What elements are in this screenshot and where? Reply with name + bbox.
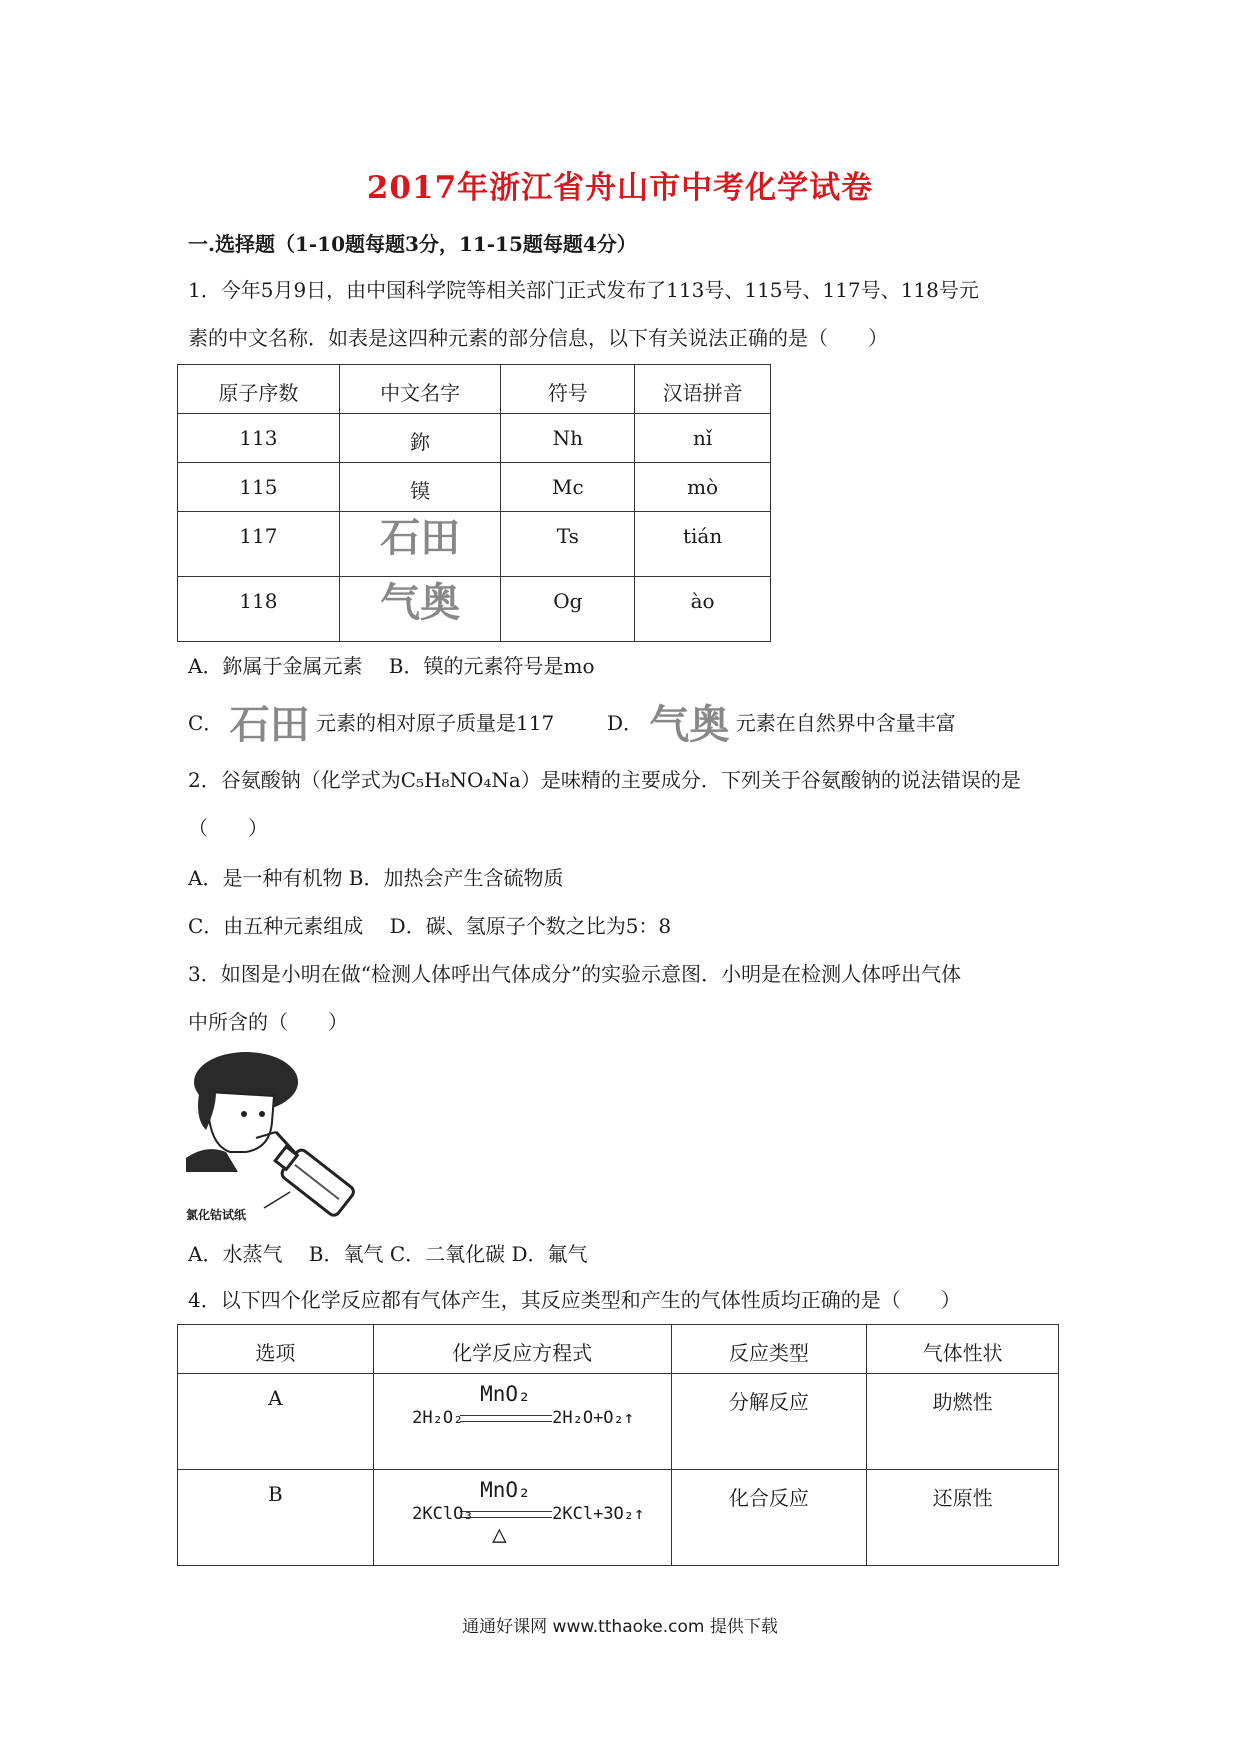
q4-text-line1: 4．以下四个化学反应都有气体产生，其反应类型和产生的气体性质均正确的是（ ） <box>188 1288 961 1312</box>
page-footer: 通通好课网 www.tthaoke.com 提供下载 <box>462 1617 778 1637</box>
table-cell: ào <box>635 577 771 642</box>
table-header: 汉语拼音 <box>635 365 771 414</box>
table-cell: A <box>178 1374 374 1470</box>
equals-bar <box>460 1415 552 1416</box>
table-cell: 118 <box>178 577 340 642</box>
person-with-bottle-illustration <box>186 1048 358 1226</box>
section-heading: 一.选择题（1-10题每题3分，11-15题每题4分） <box>188 232 637 256</box>
table-header: 化学反应方程式 <box>373 1325 671 1374</box>
table-cell: Ts <box>501 512 635 577</box>
table-cell: 助燃性 <box>867 1374 1059 1470</box>
chemical-equation <box>412 1382 635 1452</box>
table-cell: 镆 <box>339 463 501 512</box>
equals-bar <box>460 1511 552 1512</box>
element-table <box>177 364 771 642</box>
products: 2KCl+3O₂↑ <box>552 1504 645 1524</box>
reactants: 2KClO₃ <box>412 1504 474 1524</box>
equals-bar <box>460 1421 552 1422</box>
figure-label: 氯化钴试纸 <box>186 1208 247 1222</box>
q2-text-line2: （ ） <box>188 816 268 840</box>
option-d-text: 元素在自然界中含量丰富 <box>735 711 956 735</box>
ao-glyph-image: 气奥 <box>649 700 730 748</box>
table-cell: Nh <box>501 414 635 463</box>
table-cell: B <box>178 1470 374 1566</box>
equals-bar <box>460 1517 552 1518</box>
q3-text-line1: 3．如图是小明在做“检测人体呼出气体成分”的实验示意图．小明是在检测人体呼出气体 <box>188 962 962 986</box>
q2-text-line1: 2．谷氨酸钠（化学式为C₅H₈NO₄Na）是味精的主要成分．下列关于谷氨酸钠的说法错误的是 <box>188 768 1021 792</box>
table-cell: mò <box>635 463 771 512</box>
table-header: 原子序数 <box>178 365 340 414</box>
table-cell: tián <box>635 512 771 577</box>
reaction-table <box>177 1324 1059 1566</box>
q2-options-cd: C．由五种元素组成 D．碳、氢原子个数之比为5：8 <box>188 914 672 938</box>
q1-options-ab: A．鉨属于金属元素 B．镆的元素符号是mo <box>188 654 595 678</box>
table-cell: 115 <box>178 463 340 512</box>
table-cell: Og <box>501 577 635 642</box>
table-cell: Mc <box>501 463 635 512</box>
table-header: 选项 <box>178 1325 374 1374</box>
tian-glyph-image: 石田 <box>380 514 461 561</box>
table-cell: nǐ <box>635 414 771 463</box>
page-title: 2017年浙江省舟山市中考化学试卷 <box>366 170 874 206</box>
chemical-equation <box>412 1478 645 1548</box>
table-cell: 113 <box>178 414 340 463</box>
option-c-text: 元素的相对原子质量是117 <box>316 711 555 735</box>
breath-test-figure <box>186 1048 358 1226</box>
q3-options: A．水蒸气 B．氧气 C．二氧化碳 D．氟气 <box>188 1242 588 1266</box>
table-header: 中文名字 <box>339 365 501 414</box>
catalyst-label: MnO₂ <box>480 1382 531 1406</box>
table-header: 气体性状 <box>867 1325 1059 1374</box>
table-cell: 分解反应 <box>671 1374 867 1470</box>
table-cell: 117 <box>178 512 340 577</box>
table-header: 符号 <box>501 365 635 414</box>
q1-options-cd <box>188 700 956 746</box>
table-row <box>178 1470 1059 1566</box>
q1-text-line2: 素的中文名称．如表是这四种元素的部分信息，以下有关说法正确的是（ ） <box>188 326 888 350</box>
table-cell: 化合反应 <box>671 1470 867 1566</box>
option-d-label: D． <box>606 711 643 735</box>
table-cell: 鉨 <box>339 414 501 463</box>
tian-glyph-image: 石田 <box>229 700 310 748</box>
q2-options-ab: A．是一种有机物 B．加热会产生含硫物质 <box>188 866 564 890</box>
table-cell: 还原性 <box>867 1470 1059 1566</box>
heat-symbol: △ <box>492 1520 507 1548</box>
ao-glyph-image: 气奥 <box>380 579 461 626</box>
q3-text-line2: 中所含的（ ） <box>188 1010 348 1034</box>
products: 2H₂O+O₂↑ <box>552 1408 635 1428</box>
catalyst-label: MnO₂ <box>480 1478 531 1502</box>
option-c-label: C． <box>188 711 224 735</box>
reactants: 2H₂O₂ <box>412 1408 464 1428</box>
q1-text-line1: 1．今年5月9日，由中国科学院等相关部门正式发布了113号、115号、117号、118号元 <box>188 278 979 302</box>
table-header: 反应类型 <box>671 1325 867 1374</box>
table-row <box>178 1374 1059 1470</box>
